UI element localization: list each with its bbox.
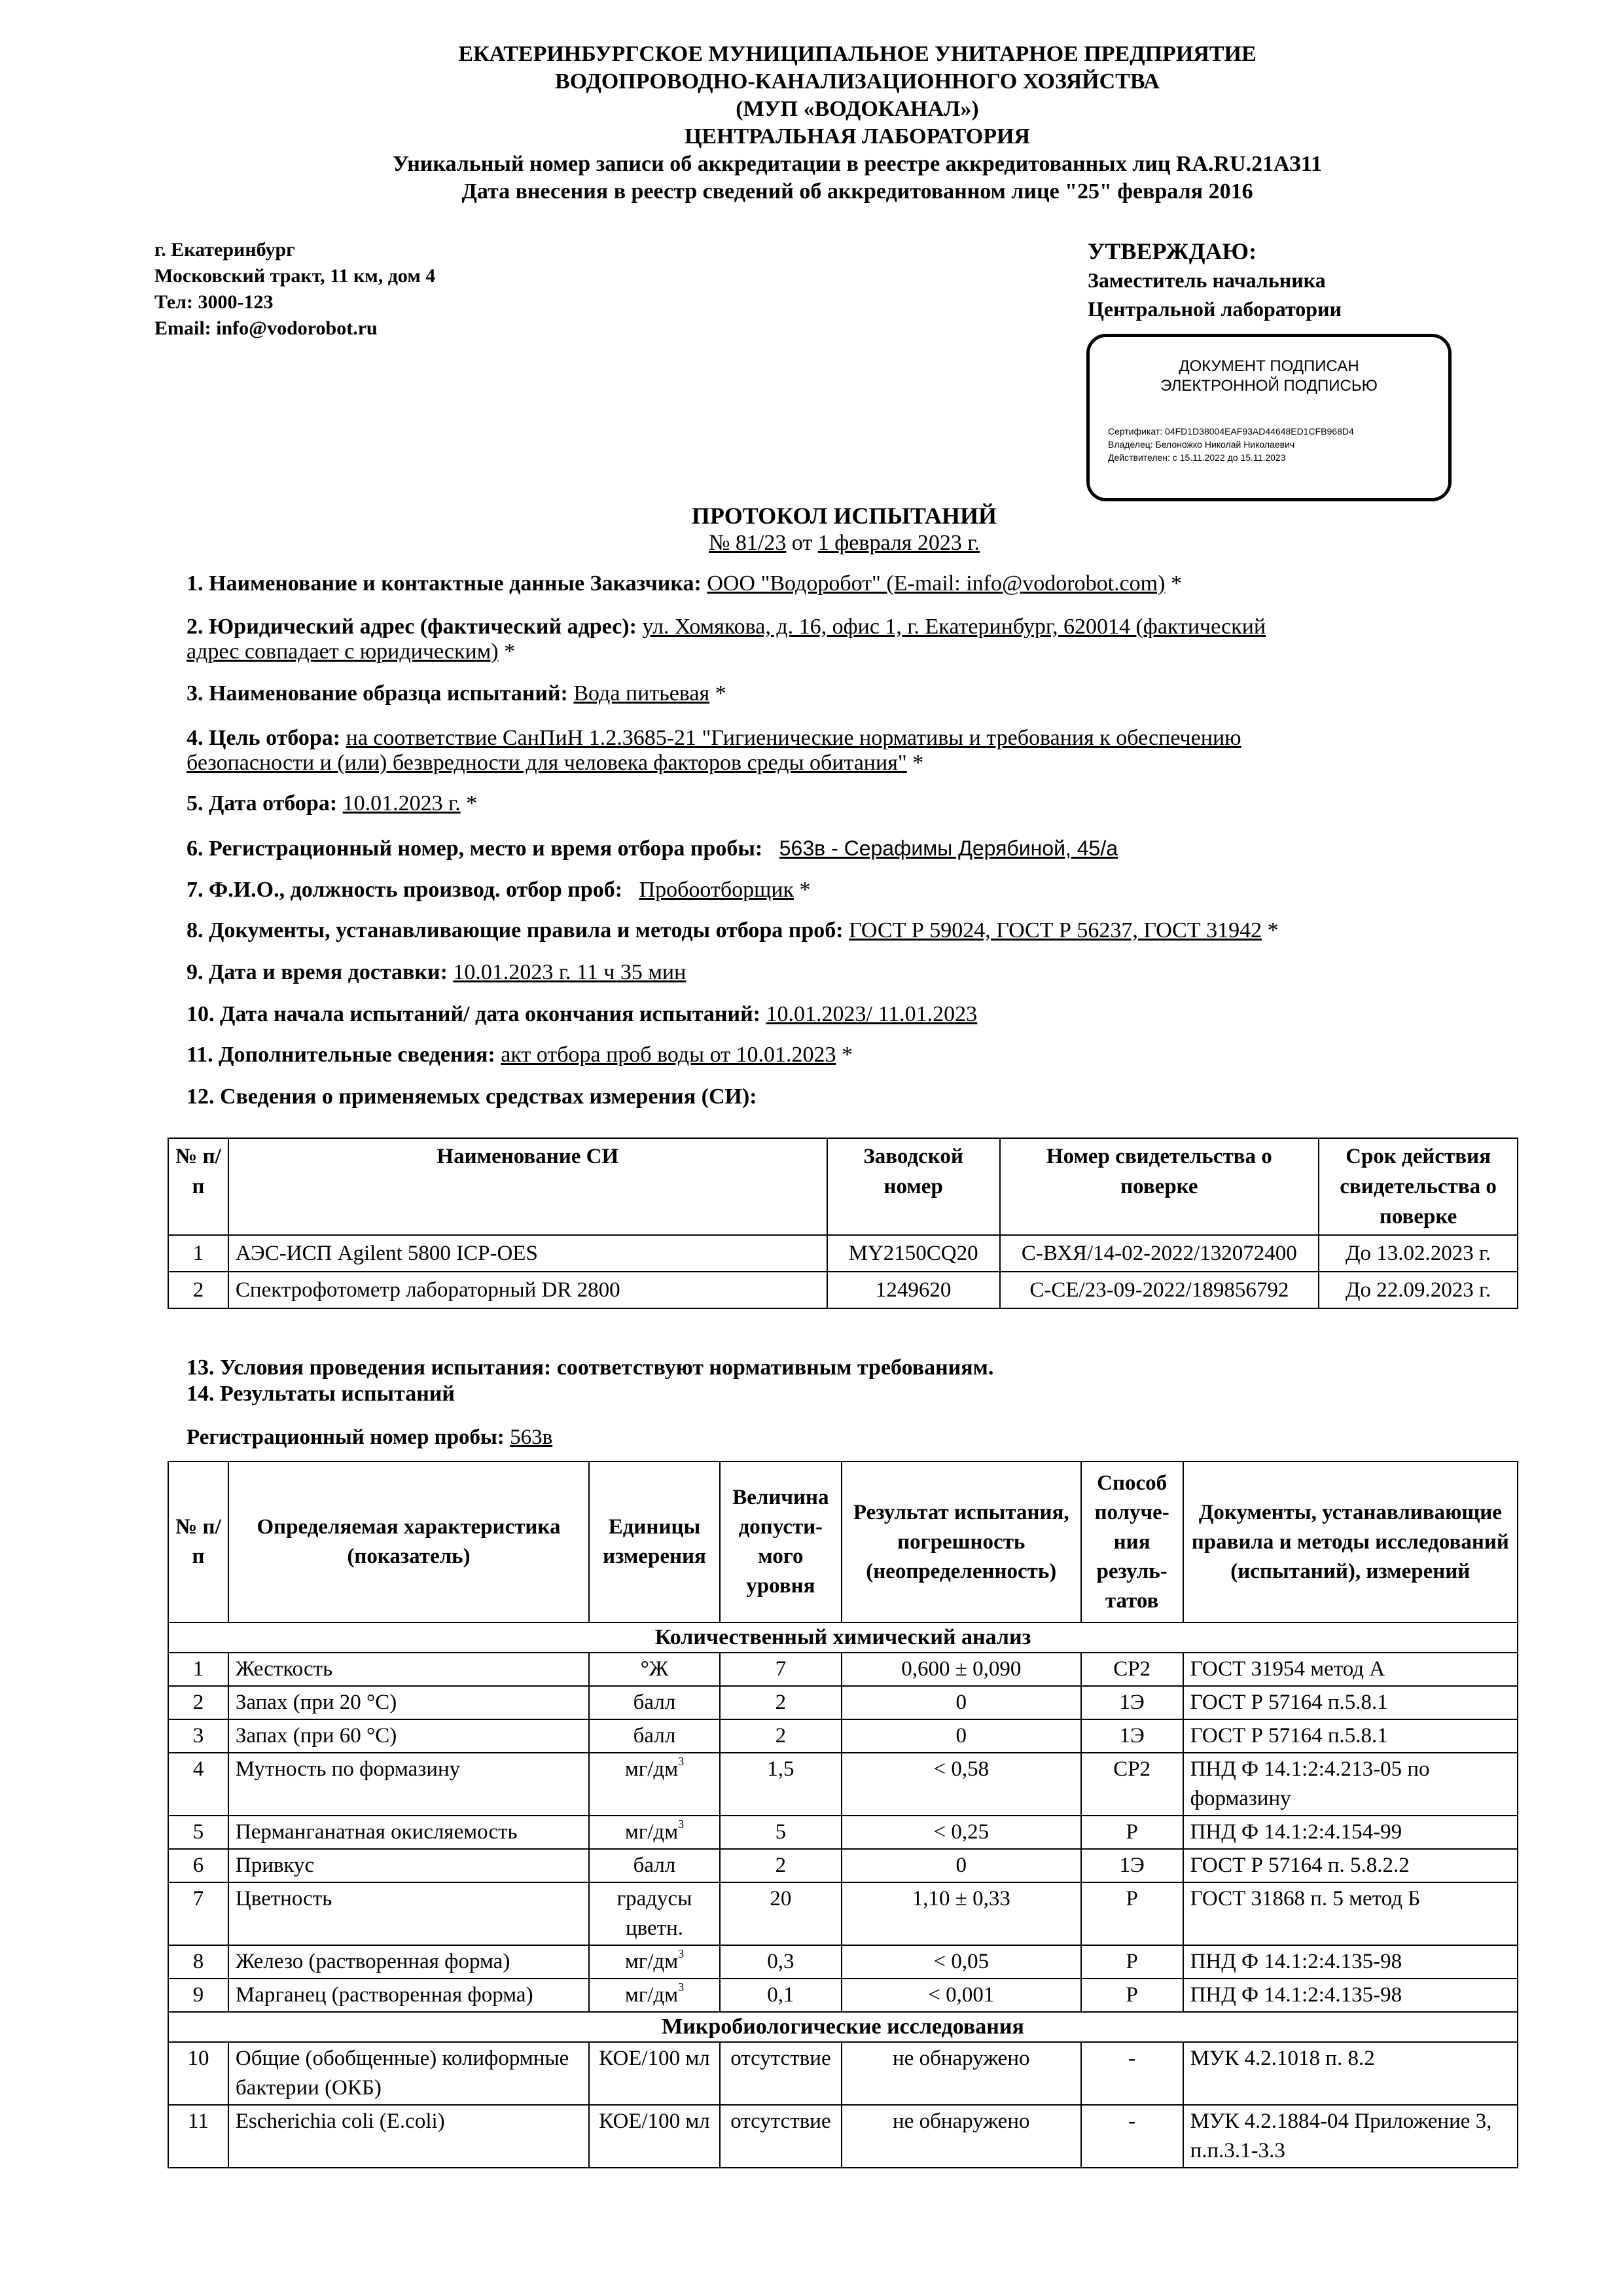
organization-header — [0, 41, 1623, 206]
table-row: 3 Запах (при 60 °С) балл 2 0 1Э ГОСТ Р 57164 п.5.8.1 — [168, 1719, 1518, 1753]
contact-city: г. Екатеринбург — [154, 239, 295, 260]
section-row-micro: Микробиологические исследования — [168, 2012, 1518, 2042]
item-sampler: 7. Ф.И.О., должность производ. отбор проб: Пробоотборщик * — [187, 878, 811, 902]
protocol-number: № 81/23 от 1 февраля 2023 г. — [708, 531, 980, 555]
approval-heading: УТВЕРЖДАЮ: — [1088, 238, 1257, 264]
table-header-row: № п/п Определяемая характеристика (показатель) Единицы измерения Величина допусти-мого уровня Результат испытания, погрешность (неопределенность) Способ получе-ния резуль-татов Документы, устанавливающие правила и методы исследований (испытаний), измерений — [168, 1462, 1518, 1623]
col-si-name: Наименование СИ — [228, 1138, 827, 1235]
item-purpose: 4. Цель отбора: на соответствие СанПиН 1.2.3685-21 "Гигиенические нормативы и требования к обеспечению — [187, 726, 1241, 750]
e-signature-stamp — [1086, 334, 1452, 501]
stamp-line1: ДОКУМЕНТ ПОДПИСАН — [1179, 357, 1359, 375]
table-row: 1 Жесткость °Ж 7 0,600 ± 0,090 СР2 ГОСТ 31954 метод А — [168, 1653, 1518, 1686]
lab-name: ЦЕНТРАЛЬНАЯ ЛАБОРАТОРИЯ — [684, 124, 1031, 149]
item-sample-name: 3. Наименование образца испытаний: Вода питьевая * — [187, 681, 726, 706]
item-delivery: 9. Дата и время доставки: 10.01.2023 г. 11 ч 35 мин — [187, 960, 687, 984]
table-header-row — [168, 1138, 1518, 1235]
col-validity: Срок действия свидетельства о поверке — [1319, 1138, 1518, 1235]
protocol-date: 1 февраля 2023 г. — [817, 531, 980, 555]
sample-reg-number: Регистрационный номер пробы: 563в — [187, 1426, 553, 1449]
table-row: 11 Escherichia coli (E.coli) КОЕ/100 мл отсутствие не обнаружено - МУК 4.2.1884-04 Приложение 3, п.п.3.1-3.3 — [168, 2105, 1518, 2168]
item-sampling-date: 5. Дата отбора: 10.01.2023 г. * — [187, 791, 478, 816]
stamp-line2: ЭЛЕКТРОННОЙ ПОДПИСЬЮ — [1160, 377, 1378, 395]
stamp-certificate: Сертификат: 04FD1D38004EAF93AD44648ED1CFB968D4 — [1108, 426, 1354, 437]
item-registration: 6. Регистрационный номер, место и время отбора пробы: 563в - Серафимы Дерябиной, 45/а — [187, 836, 1118, 861]
table-row: 2 Запах (при 20 °С) балл 2 0 1Э ГОСТ Р 57164 п.5.8.1 — [168, 1686, 1518, 1719]
org-name-line3: (МУП «ВОДОКАНАЛ») — [736, 97, 979, 121]
approval-line2: Центральной лаборатории — [1088, 297, 1342, 321]
item-legal-address-cont: адрес совпадает с юридическим) * — [187, 639, 516, 664]
protocol-title: ПРОТОКОЛ ИСПЫТАНИЙ — [691, 503, 997, 529]
item-additional: 11. Дополнительные сведения: акт отбора проб воды от 10.01.2023 * — [187, 1043, 853, 1067]
table-row: 5 Перманганатная окисляемость $мг/дм^3$ 5 < 0,25 Р ПНД Ф 14.1:2:4.154-99 — [168, 1816, 1518, 1849]
item-sampling-docs: 8. Документы, устанавливающие правила и методы отбора проб: ГОСТ Р 59024, ГОСТ Р 56237, ГОСТ 31942 * — [187, 918, 1279, 942]
table-row: 9 Марганец (растворенная форма) $мг/дм^3$ 0,1 < 0,001 Р ПНД Ф 14.1:2:4.135-98 — [168, 1979, 1518, 2012]
stamp-validity: Действителен: с 15.11.2022 до 15.11.2023 — [1108, 452, 1286, 463]
item-legal-address: 2. Юридический адрес (фактический адрес): ул. Хомякова, д. 16, офис 1, г. Екатеринбург, 620014 (фактический — [187, 615, 1266, 639]
instruments-table — [168, 1138, 1518, 1309]
stamp-owner: Владелец: Белоножко Николай Николаевич — [1108, 439, 1295, 450]
col-number: № п/п — [168, 1138, 228, 1235]
item-purpose-cont: безопасности и (или) безвредности для человека факторов среды обитания" * — [187, 751, 924, 775]
section-row-chemical: Количественный химический анализ — [168, 1623, 1518, 1653]
org-name-line1: ЕКАТЕРИНБУРГСКОЕ МУНИЦИПАЛЬНОЕ УНИТАРНОЕ ПРЕДПРИЯТИЕ — [458, 42, 1257, 66]
accreditation-number: Уникальный номер записи об аккредитации в реестре аккредитованных лиц RA.RU.21АЗ11 — [393, 152, 1322, 176]
contact-address: Московский тракт, 11 км, дом 4 — [154, 265, 436, 287]
protocol-num-value: 81/23 — [735, 531, 787, 555]
table-row: 7 Цветность градусы цветн. 20 1,10 ± 0,33 Р ГОСТ 31868 п. 5 метод Б — [168, 1882, 1518, 1945]
item-instruments: 12. Сведения о применяемых средствах измерения (СИ): — [187, 1085, 757, 1109]
approval-line1: Заместитель начальника — [1088, 268, 1326, 292]
approval-block — [1088, 237, 1342, 323]
registry-date: Дата внесения в реестр сведений об аккредитованном лице "25" февраля 2016 — [461, 179, 1253, 204]
item-customer: 1. Наименование и контактные данные Заказчика: ООО "Водоробот" (E-mail: info@vodorobot.com) * — [187, 571, 1182, 596]
results-table — [168, 1461, 1518, 2168]
table-row: 1 АЭС-ИСП Agilent 5800 ICP-OES MY2150CQ20 С-ВХЯ/14-02-2022/132072400 До 13.02.2023 г. — [168, 1235, 1518, 1272]
col-serial: Заводской номер — [827, 1138, 1000, 1235]
item-results: 14. Результаты испытаний — [187, 1382, 455, 1406]
table-row: 4 Мутность по формазину $мг/дм^3$ 1,5 < 0,58 СР2 ПНД Ф 14.1:2:4.213-05 по формазину — [168, 1753, 1518, 1816]
item-test-dates: 10. Дата начала испытаний/ дата окончания испытаний: 10.01.2023/ 11.01.2023 — [187, 1002, 978, 1026]
col-certificate: Номер свидетельства о поверке — [1000, 1138, 1319, 1235]
contact-phone: Тел: 3000-123 — [154, 291, 274, 313]
table-row: 2 Спектрофотометр лабораторный DR 2800 1249620 С-СЕ/23-09-2022/189856792 До 22.09.2023 г. — [168, 1272, 1518, 1308]
org-name-line2: ВОДОПРОВОДНО-КАНАЛИЗАЦИОННОГО ХОЗЯЙСТВА — [555, 69, 1160, 94]
item-conditions: 13. Условия проведения испытания: соответствуют нормативным требованиям. — [187, 1355, 994, 1380]
contacts-block — [154, 237, 435, 342]
table-row: 6 Привкус балл 2 0 1Э ГОСТ Р 57164 п. 5.8.2.2 — [168, 1849, 1518, 1882]
table-row: 10 Общие (обобщенные) колиформные бактерии (ОКБ) КОЕ/100 мл отсутствие не обнаружено - МУК 4.2.1018 п. 8.2 — [168, 2042, 1518, 2105]
contact-email: Email: info@vodorobot.ru — [154, 317, 378, 339]
table-row: 8 Железо (растворенная форма) $мг/дм^3$ 0,3 < 0,05 Р ПНД Ф 14.1:2:4.135-98 — [168, 1945, 1518, 1979]
